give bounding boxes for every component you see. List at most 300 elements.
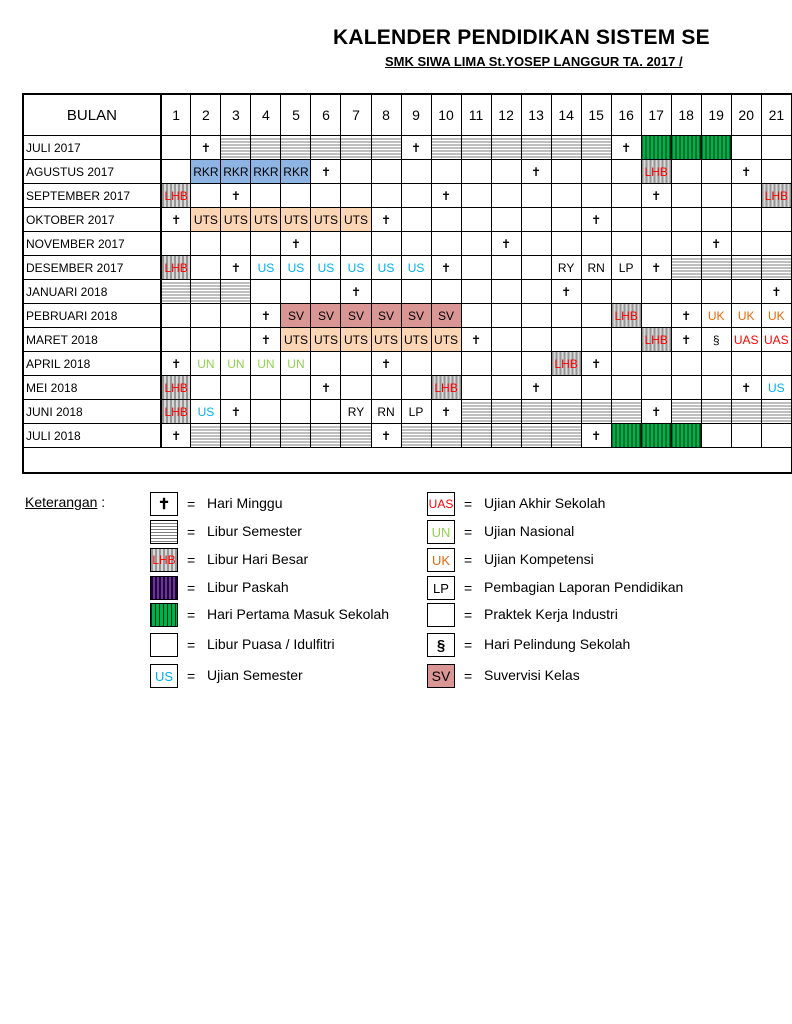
uk-swatch: UK: [427, 548, 455, 572]
day-header-17: 17: [641, 94, 671, 136]
cross-icon: ✝: [581, 352, 611, 376]
lhb-cell: LHB: [431, 376, 461, 400]
day-header-1: 1: [161, 94, 191, 136]
legend-item: [427, 576, 747, 600]
day-cell: [251, 280, 281, 304]
cross-icon: ✝: [491, 232, 521, 256]
day-cell: [761, 424, 791, 448]
month-row: [23, 400, 792, 424]
day-header-6: 6: [311, 94, 341, 136]
ls-cell: [401, 424, 431, 448]
sv-cell: SV: [281, 304, 311, 328]
day-cell: [251, 232, 281, 256]
ls-cell: [221, 280, 251, 304]
lhb-cell: LHB: [641, 160, 671, 184]
month-row: [23, 232, 792, 256]
day-cell: [371, 232, 401, 256]
day-cell: [701, 352, 731, 376]
day-cell: [371, 184, 401, 208]
ls-cell: [611, 400, 641, 424]
day-cell: [311, 232, 341, 256]
ls-cell: [251, 136, 281, 160]
cross-icon: ✝: [521, 376, 551, 400]
praktek-kerja-swatch: [427, 603, 455, 627]
cross-icon: ✝: [311, 160, 341, 184]
uts-cell: UTS: [341, 328, 371, 352]
cross-icon: ✝: [311, 376, 341, 400]
day-cell: [581, 304, 611, 328]
day-cell: [611, 160, 641, 184]
ls-cell: [341, 136, 371, 160]
month-label: AGUSTUS 2017: [23, 160, 161, 184]
un-cell: UN: [281, 352, 311, 376]
ls-cell: [161, 280, 191, 304]
calendar-table-container: [22, 93, 789, 479]
day-header-16: 16: [611, 94, 641, 136]
ls-cell: [581, 136, 611, 160]
day-cell: [461, 256, 491, 280]
day-header-7: 7: [341, 94, 371, 136]
us-cell: US: [281, 256, 311, 280]
legend-equals: =: [464, 524, 473, 540]
uas-cell: UAS: [761, 328, 791, 352]
cross-icon: ✝: [671, 304, 701, 328]
day-cell: [461, 232, 491, 256]
hpm-cell: [701, 136, 731, 160]
day-cell: [401, 208, 431, 232]
ls-cell: [491, 424, 521, 448]
day-header-9: 9: [401, 94, 431, 136]
ls-cell: [521, 136, 551, 160]
day-cell: [401, 280, 431, 304]
cross-icon: ✝: [731, 160, 761, 184]
day-cell: [221, 328, 251, 352]
day-header-3: 3: [221, 94, 251, 136]
cross-icon: ✝: [251, 304, 281, 328]
day-cell: [611, 232, 641, 256]
day-cell: [161, 304, 191, 328]
lhb-cell: LHB: [161, 400, 191, 424]
day-header-12: 12: [491, 94, 521, 136]
day-cell: [731, 208, 761, 232]
cross-icon: ✝: [581, 208, 611, 232]
day-cell: [491, 376, 521, 400]
legend-equals: =: [187, 580, 196, 596]
lp-swatch: LP: [427, 576, 455, 600]
cross-icon: ✝: [371, 352, 401, 376]
ls-cell: [191, 424, 221, 448]
day-cell: [191, 376, 221, 400]
legend-equals: =: [464, 496, 473, 512]
month-label: MARET 2018: [23, 328, 161, 352]
day-cell: [371, 160, 401, 184]
day-cell: [671, 208, 701, 232]
day-cell: [401, 352, 431, 376]
ls-cell: [491, 400, 521, 424]
legend-item: [150, 576, 473, 600]
month-label: MEI 2018: [23, 376, 161, 400]
day-cell: [191, 184, 221, 208]
day-cell: [731, 232, 761, 256]
ls-cell: [731, 256, 761, 280]
day-cell: [551, 232, 581, 256]
month-row: [23, 328, 792, 352]
un-cell: UN: [251, 352, 281, 376]
un-cell: UN: [191, 352, 221, 376]
day-cell: [611, 208, 641, 232]
ls-cell: [581, 400, 611, 424]
us-cell: US: [761, 376, 791, 400]
day-cell: [611, 184, 641, 208]
month-label: JANUARI 2018: [23, 280, 161, 304]
cross-icon: ✝: [150, 492, 178, 516]
day-cell: [611, 376, 641, 400]
un-swatch: UN: [427, 520, 455, 544]
day-cell: [611, 280, 641, 304]
hpm-cell: [671, 424, 701, 448]
day-cell: [251, 184, 281, 208]
day-cell: [671, 232, 701, 256]
us-cell: US: [191, 400, 221, 424]
month-label: JULI 2017: [23, 136, 161, 160]
month-row: [23, 304, 792, 328]
day-cell: [431, 208, 461, 232]
month-label: OKTOBER 2017: [23, 208, 161, 232]
day-cell: [671, 352, 701, 376]
hpm-cell: [641, 424, 671, 448]
legend-label: Hari Pertama Masuk Sekolah: [207, 606, 390, 622]
day-cell: [281, 376, 311, 400]
day-cell: [671, 184, 701, 208]
rkr-cell: RKR: [191, 160, 221, 184]
day-cell: [491, 184, 521, 208]
cross-icon: ✝: [221, 256, 251, 280]
day-cell: [221, 376, 251, 400]
sv-cell: SV: [371, 304, 401, 328]
legend-title: [25, 494, 105, 510]
day-cell: [641, 304, 671, 328]
uts-cell: UTS: [221, 208, 251, 232]
month-label: JULI 2018: [23, 424, 161, 448]
legend-label: Praktek Kerja Industri: [484, 606, 618, 622]
day-cell: [581, 160, 611, 184]
day-cell: [431, 232, 461, 256]
us-cell: US: [341, 256, 371, 280]
uts-cell: UTS: [281, 328, 311, 352]
ry-cell: RY: [341, 400, 371, 424]
day-cell: [761, 160, 791, 184]
day-cell: [341, 376, 371, 400]
legend-equals: =: [464, 637, 473, 653]
legend-equals: =: [187, 524, 196, 540]
legend-equals: =: [187, 637, 196, 653]
month-row: [23, 208, 792, 232]
cross-icon: ✝: [731, 376, 761, 400]
day-cell: [341, 184, 371, 208]
cross-icon: ✝: [671, 328, 701, 352]
month-row: [23, 184, 792, 208]
legend-equals: =: [187, 668, 196, 684]
day-cell: [671, 280, 701, 304]
day-cell: [491, 352, 521, 376]
lhb-cell: LHB: [641, 328, 671, 352]
ls-cell: [551, 400, 581, 424]
cross-icon: ✝: [281, 232, 311, 256]
section-sign-icon: §: [427, 633, 455, 657]
legend-item: [427, 520, 747, 544]
day-cell: [551, 208, 581, 232]
day-cell: [221, 232, 251, 256]
legend-equals: =: [187, 552, 196, 568]
uas-swatch: UAS: [427, 492, 455, 516]
legend-equals: =: [464, 580, 473, 596]
legend-label: Ujian Akhir Sekolah: [484, 495, 606, 511]
uts-cell: UTS: [251, 208, 281, 232]
day-cell: [461, 376, 491, 400]
empty-row-cell: [23, 448, 792, 474]
sv-cell: SV: [311, 304, 341, 328]
lhb-swatch: LHB: [150, 548, 178, 572]
day-header-5: 5: [281, 94, 311, 136]
us-cell: US: [311, 256, 341, 280]
legend-label: Libur Hari Besar: [207, 551, 309, 567]
day-cell: [701, 424, 731, 448]
cross-icon: ✝: [161, 352, 191, 376]
day-cell: [671, 376, 701, 400]
day-header-13: 13: [521, 94, 551, 136]
month-label: NOVEMBER 2017: [23, 232, 161, 256]
cross-icon: ✝: [341, 280, 371, 304]
day-cell: [551, 184, 581, 208]
ls-cell: [521, 400, 551, 424]
month-label: PEBRUARI 2018: [23, 304, 161, 328]
legend-item: [150, 520, 473, 544]
lhb-cell: LHB: [161, 256, 191, 280]
legend-equals: =: [464, 668, 473, 684]
month-row: [23, 160, 792, 184]
month-label: APRIL 2018: [23, 352, 161, 376]
day-cell: [701, 160, 731, 184]
day-cell: [251, 400, 281, 424]
day-cell: [731, 280, 761, 304]
day-cell: [731, 424, 761, 448]
cross-icon: ✝: [761, 280, 791, 304]
day-cell: [731, 136, 761, 160]
sv-cell: SV: [401, 304, 431, 328]
day-cell: [581, 184, 611, 208]
uas-cell: UAS: [731, 328, 761, 352]
day-cell: [191, 328, 221, 352]
day-cell: [161, 232, 191, 256]
legend-title-colon: :: [97, 494, 106, 510]
month-label: SEPTEMBER 2017: [23, 184, 161, 208]
lp-cell: LP: [401, 400, 431, 424]
legend-equals: =: [464, 552, 473, 568]
day-cell: [491, 328, 521, 352]
day-cell: [341, 352, 371, 376]
month-row: [23, 256, 792, 280]
day-cell: [641, 352, 671, 376]
day-header-15: 15: [581, 94, 611, 136]
hari-pertama-swatch: [150, 603, 178, 627]
cross-icon: ✝: [581, 424, 611, 448]
day-cell: [551, 376, 581, 400]
month-label: JUNI 2018: [23, 400, 161, 424]
ls-cell: [431, 136, 461, 160]
legend-item: [150, 664, 473, 688]
hpm-cell: [671, 136, 701, 160]
day-cell: [491, 160, 521, 184]
uts-cell: UTS: [431, 328, 461, 352]
ls-cell: [311, 136, 341, 160]
day-header-2: 2: [191, 94, 221, 136]
day-cell: [731, 352, 761, 376]
uts-cell: UTS: [341, 208, 371, 232]
day-cell: [401, 232, 431, 256]
legend-label: Libur Puasa / Idulfitri: [207, 636, 335, 652]
legend-item: [427, 603, 747, 627]
legend-equals: =: [187, 607, 196, 623]
ls-cell: [761, 400, 791, 424]
day-cell: [701, 376, 731, 400]
sv-cell: SV: [431, 304, 461, 328]
day-cell: [431, 280, 461, 304]
cross-icon: ✝: [221, 400, 251, 424]
legend-label: Libur Paskah: [207, 579, 289, 595]
day-cell: [521, 208, 551, 232]
day-cell: [281, 184, 311, 208]
day-cell: [461, 160, 491, 184]
day-cell: [461, 352, 491, 376]
ls-cell: [671, 400, 701, 424]
day-header-20: 20: [731, 94, 761, 136]
day-cell: [701, 280, 731, 304]
day-cell: [641, 208, 671, 232]
day-cell: [551, 328, 581, 352]
ls-cell: [191, 280, 221, 304]
legend-title-text: Keterangan: [25, 494, 98, 510]
day-cell: [491, 208, 521, 232]
uts-cell: UTS: [281, 208, 311, 232]
legend-equals: =: [464, 607, 473, 623]
ls-cell: [281, 136, 311, 160]
cross-icon: ✝: [161, 208, 191, 232]
day-cell: [731, 184, 761, 208]
day-cell: [581, 328, 611, 352]
cross-icon: ✝: [371, 208, 401, 232]
us-cell: US: [371, 256, 401, 280]
day-cell: [281, 400, 311, 424]
rkr-cell: RKR: [251, 160, 281, 184]
rkr-cell: RKR: [281, 160, 311, 184]
uk-cell: UK: [761, 304, 791, 328]
day-header-14: 14: [551, 94, 581, 136]
day-cell: [341, 160, 371, 184]
ls-cell: [431, 424, 461, 448]
cross-icon: ✝: [431, 256, 461, 280]
day-header-21: 21: [761, 94, 791, 136]
day-cell: [341, 232, 371, 256]
day-cell: [761, 352, 791, 376]
rn-cell: RN: [581, 256, 611, 280]
day-cell: [311, 184, 341, 208]
day-cell: [161, 328, 191, 352]
lhb-cell: LHB: [761, 184, 791, 208]
day-cell: [581, 280, 611, 304]
day-cell: [191, 232, 221, 256]
day-cell: [761, 136, 791, 160]
day-cell: [221, 304, 251, 328]
un-cell: UN: [221, 352, 251, 376]
cross-icon: ✝: [641, 400, 671, 424]
day-header-8: 8: [371, 94, 401, 136]
uts-cell: UTS: [371, 328, 401, 352]
uts-cell: UTS: [311, 208, 341, 232]
cross-icon: ✝: [551, 280, 581, 304]
legend-item: [427, 492, 747, 516]
page-title: KALENDER PENDIDIKAN SISTEM SE: [333, 26, 710, 49]
day-cell: [251, 376, 281, 400]
day-cell: [461, 304, 491, 328]
day-cell: [161, 136, 191, 160]
legend-equals: =: [187, 496, 196, 512]
ls-cell: [551, 424, 581, 448]
month-column-header: BULAN: [23, 94, 161, 136]
cross-icon: ✝: [221, 184, 251, 208]
cross-icon: ✝: [431, 400, 461, 424]
ls-cell: [221, 424, 251, 448]
ls-cell: [551, 136, 581, 160]
lhb-cell: LHB: [611, 304, 641, 328]
day-cell: [401, 376, 431, 400]
day-cell: [431, 352, 461, 376]
legend-item: [150, 548, 473, 572]
day-cell: [461, 280, 491, 304]
day-cell: [281, 280, 311, 304]
day-cell: [641, 376, 671, 400]
legend-label: Ujian Semester: [207, 667, 303, 683]
empty-row: [23, 448, 792, 474]
us-cell: US: [401, 256, 431, 280]
ls-cell: [311, 424, 341, 448]
calendar-table: [22, 93, 792, 474]
cross-icon: ✝: [701, 232, 731, 256]
cross-icon: ✝: [431, 184, 461, 208]
day-cell: [401, 160, 431, 184]
libur-semester-swatch: [150, 520, 178, 544]
legend-item: [427, 664, 747, 688]
day-header-4: 4: [251, 94, 281, 136]
legend-label: Pembagian Laporan Pendidikan: [484, 579, 684, 595]
lhb-cell: LHB: [161, 184, 191, 208]
day-cell: [581, 232, 611, 256]
uk-cell: UK: [731, 304, 761, 328]
day-cell: [491, 280, 521, 304]
day-cell: [461, 208, 491, 232]
ls-cell: [371, 136, 401, 160]
cross-icon: ✝: [401, 136, 431, 160]
ls-cell: [221, 136, 251, 160]
day-cell: [671, 160, 701, 184]
day-header-10: 10: [431, 94, 461, 136]
day-cell: [191, 304, 221, 328]
day-cell: [701, 184, 731, 208]
day-cell: [311, 400, 341, 424]
lhb-cell: LHB: [161, 376, 191, 400]
day-cell: [761, 208, 791, 232]
cross-icon: ✝: [191, 136, 221, 160]
day-cell: [551, 304, 581, 328]
